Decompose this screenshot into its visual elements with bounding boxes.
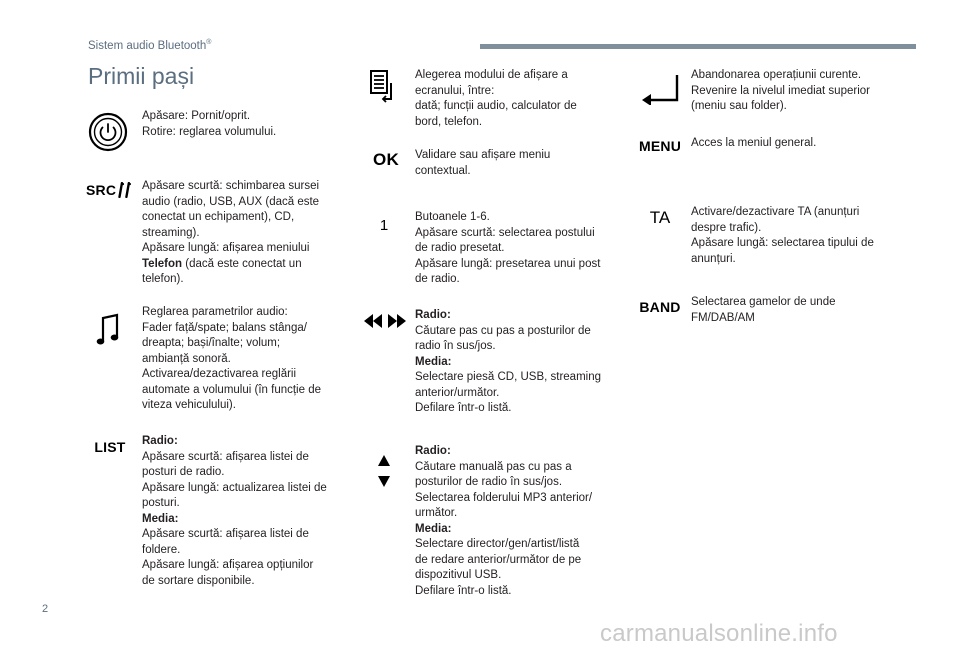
power-knob-icon: [88, 112, 128, 152]
ta-description: Activare/dezactivare TA (anunțuri despre trafic). Apăsare lungă: selectarea tipului de anunțuri.: [691, 206, 874, 265]
page-title: Primii pași: [88, 63, 195, 89]
menu-description: Acces la meniul general.: [691, 137, 817, 149]
registered-mark: ®: [206, 39, 212, 46]
watermark: carmanualsonline.info: [600, 620, 838, 647]
ok-icon: OK: [373, 150, 399, 169]
display-mode-description: Alegerea modului de afișare a ecranului, între: dată; funcții audio, calculator de bord, telefon.: [415, 69, 577, 128]
section-title: Sistem audio Bluetooth: [88, 39, 207, 52]
seek-arrows-icon: [364, 311, 406, 331]
src-label: SRC: [86, 182, 117, 198]
list-icon: LIST: [94, 439, 126, 455]
src-phone-icon: [86, 178, 132, 202]
back-description: Abandonarea operațiunii curente. Revenire la nivelul imediat superior (meniu sau folder).: [691, 69, 870, 112]
src-description: Apăsare scurtă: schimbarea sursei audio (radio, USB, AUX (dacă este conectat un echipament), CD, streaming). Apăsare lungă: afișarea meniului Telefon (dacă este conectat un telefon).: [142, 180, 320, 285]
page-number: 2: [42, 603, 49, 615]
up-down-description: Radio: Căutare manuală pas cu pas a posturilor de radio în sus/jos. Selectarea folderului MP3 anterior/ următor. Media: Selectare director/gen/artist/listă de redare anterior/următor de pe dispozitivul USB. Defilare într-o listă.: [415, 445, 593, 597]
band-icon: BAND: [639, 299, 681, 315]
band-description: Selectarea gamelor de unde FM/DAB/AM: [691, 296, 836, 324]
music-note-icon: [94, 312, 122, 348]
back-return-icon: [640, 73, 680, 105]
seek-description: Radio: Căutare pas cu pas a posturilor de radio în sus/jos. Media: Selectare piesă CD, USB, streaming anterior/următor. Defilare într-o listă.: [415, 309, 601, 414]
up-down-arrows-icon: [374, 453, 394, 489]
header-bar: [480, 44, 916, 49]
display-mode-icon: [368, 69, 400, 103]
power-description: Apăsare: Pornit/oprit. Rotire: reglarea volumului.: [142, 110, 277, 138]
audio-description: Reglarea parametrilor audio: Fader față/spate; balans stânga/ dreapta; bași/înalte; volum; ambianță sonoră. Activarea/dezactivarea reglării automate a volumului (în funcție de viteza vehiculului).: [142, 306, 321, 411]
presets-description: Butoanele 1-6. Apăsare scurtă: selectarea postului de radio presetat. Apăsare lungă: presetarea unui post de radio.: [415, 211, 601, 285]
ok-description: Validare sau afișare meniu contextual.: [415, 149, 551, 177]
menu-icon: MENU: [638, 138, 682, 154]
preset-one-icon: 1: [379, 216, 389, 234]
list-description: Radio: Apăsare scurtă: afișarea listei de posturi de radio. Apăsare lungă: actualizarea listei de posturi. Media: Apăsare scurtă: afișarea listei de foldere. Apăsare lungă: afișarea opțiunilor de sortare disponibile.: [142, 435, 327, 587]
phone-icon: [118, 182, 132, 198]
ta-icon: TA: [649, 208, 671, 227]
section-header: [88, 39, 211, 52]
